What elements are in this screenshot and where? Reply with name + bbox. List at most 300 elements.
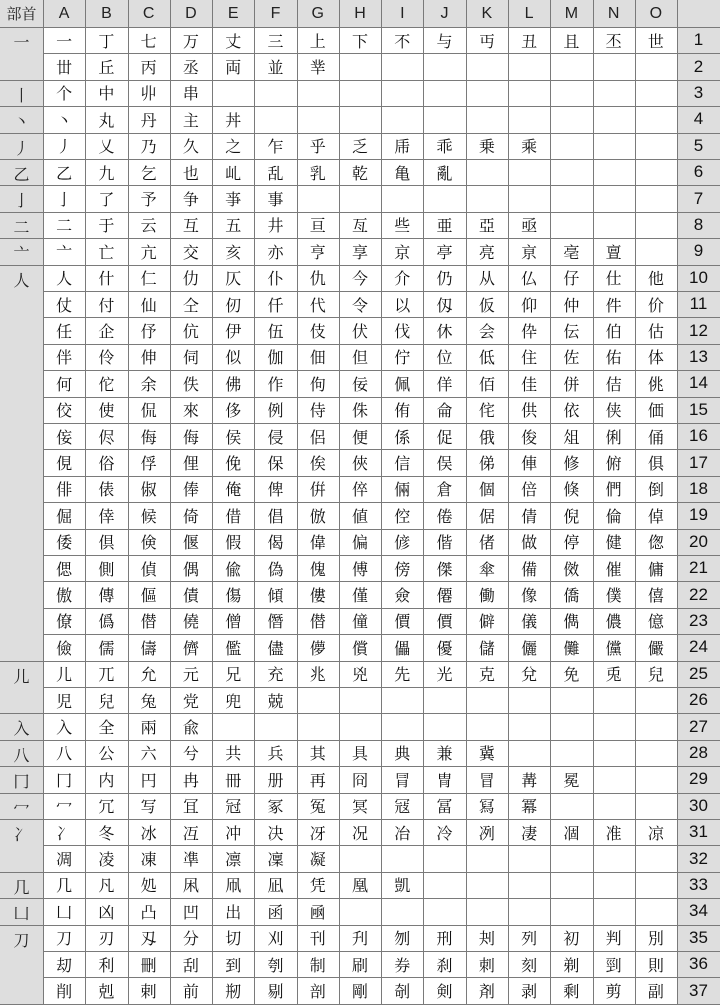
- kanji-cell: 刄: [140, 929, 157, 949]
- kanji-cell: 俶: [140, 480, 157, 500]
- grid-hline: [0, 212, 720, 213]
- kanji-cell: 催: [605, 559, 622, 579]
- kanji-cell: 主: [182, 110, 199, 130]
- kanji-cell: 假: [225, 533, 242, 553]
- kanji-cell: 仝: [182, 295, 199, 315]
- grid-hline: [43, 449, 720, 450]
- kanji-cell: 乎: [309, 137, 326, 157]
- kanji-cell: 伴: [56, 348, 73, 368]
- kanji-cell: 傍: [394, 559, 411, 579]
- kanji-cell: 予: [140, 190, 157, 210]
- radical-cell: 亅: [0, 185, 43, 211]
- kanji-cell: 冲: [225, 823, 242, 843]
- row-number: 9: [677, 238, 720, 264]
- kanji-cell: 依: [563, 401, 580, 421]
- kanji-cell: 下: [352, 31, 369, 51]
- kanji-cell: 偲: [56, 559, 73, 579]
- kanji-cell: 俚: [182, 454, 199, 474]
- radical-cell: 刀: [0, 925, 43, 1004]
- header-rownum-blank: [677, 0, 720, 27]
- kanji-cell: 剄: [605, 955, 622, 975]
- kanji-cell: 俎: [563, 427, 580, 447]
- kanji-cell: 亢: [140, 242, 157, 262]
- kanji-cell: 佰: [478, 374, 495, 394]
- kanji-cell: 仙: [140, 295, 157, 315]
- row-number: 14: [677, 370, 720, 396]
- kanji-cell: 儕: [182, 638, 199, 658]
- kanji-cell: 儡: [394, 638, 411, 658]
- radical-cell: 人: [0, 265, 43, 661]
- grid-hline: [43, 370, 720, 371]
- kanji-cell: 儲: [478, 638, 495, 658]
- kanji-cell: 亅: [56, 190, 73, 210]
- kanji-cell: 伽: [267, 348, 284, 368]
- row-number: 29: [677, 766, 720, 792]
- kanji-cell: 侖: [436, 401, 453, 421]
- kanji-cell: 前: [182, 982, 199, 1002]
- kanji-cell: 健: [605, 533, 622, 553]
- kanji-cell: 且: [563, 31, 580, 51]
- grid-hline: [0, 819, 720, 820]
- kanji-cell: 副: [647, 982, 664, 1002]
- row-number: 17: [677, 449, 720, 475]
- kanji-cell: 亠: [56, 242, 73, 262]
- kanji-cell: 兢: [267, 691, 284, 711]
- kanji-cell: 倨: [478, 506, 495, 526]
- kanji-cell: 伍: [267, 322, 284, 342]
- kanji-cell: 亰: [521, 242, 538, 262]
- kanji-cell: 侠: [605, 401, 622, 421]
- kanji-cell: 僭: [267, 612, 284, 632]
- kanji-cell: 分: [182, 929, 199, 949]
- kanji-cell: 俤: [478, 454, 495, 474]
- kanji-cell: 個: [478, 480, 495, 500]
- kanji-cell: 亡: [98, 242, 115, 262]
- kanji-cell: 凡: [98, 876, 115, 896]
- kanji-cell: 偐: [394, 533, 411, 553]
- kanji-cell: 侵: [267, 427, 284, 447]
- kanji-cell: 剤: [478, 982, 495, 1002]
- kanji-cell: 冰: [140, 823, 157, 843]
- kanji-cell: 其: [309, 744, 326, 764]
- radical-cell: 丶: [0, 106, 43, 132]
- kanji-cell: 優: [436, 638, 453, 658]
- kanji-cell: 七: [140, 31, 157, 51]
- kanji-cell: 亘: [309, 216, 326, 236]
- kanji-cell: 佇: [394, 348, 411, 368]
- grid-hline: [43, 634, 720, 635]
- kanji-cell: 决: [267, 823, 284, 843]
- kanji-cell: 冖: [56, 797, 73, 817]
- kanji-cell: 僮: [352, 612, 369, 632]
- kanji-cell: 先: [394, 665, 411, 685]
- kanji-cell: 乃: [140, 137, 157, 157]
- kanji-cell: 介: [394, 269, 411, 289]
- kanji-cell: 伶: [98, 348, 115, 368]
- radical-cell: 一: [0, 27, 43, 80]
- kanji-cell: 傳: [98, 586, 115, 606]
- row-number: 16: [677, 423, 720, 449]
- grid-hline: [43, 555, 720, 556]
- row-number: 13: [677, 344, 720, 370]
- kanji-cell: 倖: [98, 506, 115, 526]
- kanji-cell: 丵: [309, 58, 326, 78]
- kanji-cell: 伏: [352, 322, 369, 342]
- kanji-cell: 价: [647, 295, 664, 315]
- kanji-cell: 倚: [182, 506, 199, 526]
- radical-cell: 冖: [0, 793, 43, 819]
- kanji-cell: 丞: [182, 58, 199, 78]
- kanji-cell: 俐: [605, 427, 622, 447]
- kanji-cell: 偬: [647, 533, 664, 553]
- kanji-cell: 俺: [225, 480, 242, 500]
- kanji-cell: 僣: [309, 612, 326, 632]
- kanji-cell: 内: [98, 770, 115, 790]
- kanji-cell: 刀: [56, 929, 73, 949]
- header-radical-label: 部首: [0, 0, 43, 27]
- kanji-cell: 儷: [521, 638, 538, 658]
- kanji-cell: 仏: [521, 269, 538, 289]
- row-number: 27: [677, 713, 720, 739]
- kanji-cell: 住: [521, 348, 538, 368]
- kanji-cell: 冗: [98, 797, 115, 817]
- kanji-cell: 但: [352, 348, 369, 368]
- column-header-e: E: [212, 0, 254, 27]
- row-number: 11: [677, 291, 720, 317]
- kanji-cell: 出: [225, 902, 242, 922]
- kanji-cell: 保: [267, 454, 284, 474]
- kanji-cell: 償: [352, 638, 369, 658]
- kanji-cell: 僞: [98, 612, 115, 632]
- grid-hline: [0, 185, 720, 186]
- kanji-cell: 刃: [98, 929, 115, 949]
- kanji-cell: 丼: [225, 110, 242, 130]
- kanji-cell: 偉: [309, 533, 326, 553]
- kanji-cell: 人: [56, 269, 73, 289]
- kanji-cell: 冀: [478, 744, 495, 764]
- kanji-cell: 券: [394, 955, 411, 975]
- kanji-cell: 万: [182, 31, 199, 51]
- grid-hline: [43, 502, 720, 503]
- kanji-cell: 刔: [478, 929, 495, 949]
- kanji-cell: 乘: [521, 137, 538, 157]
- radical-cell: 八: [0, 740, 43, 766]
- kanji-cell: 丁: [98, 31, 115, 51]
- grid-hline: [43, 687, 720, 688]
- kanji-cell: 件: [605, 295, 622, 315]
- kanji-cell: 冉: [182, 770, 199, 790]
- kanji-cell: 債: [182, 586, 199, 606]
- kanji-cell: 侈: [225, 401, 242, 421]
- kanji-cell: 伝: [563, 322, 580, 342]
- kanji-cell: 丈: [225, 31, 242, 51]
- kanji-cell: 兒: [98, 691, 115, 711]
- grid-hline: [0, 80, 720, 81]
- kanji-cell: 信: [394, 454, 411, 474]
- kanji-cell: 倥: [394, 506, 411, 526]
- kanji-cell: 伎: [309, 322, 326, 342]
- kanji-cell: 備: [521, 559, 538, 579]
- kanji-cell: 丱: [140, 84, 157, 104]
- grid-hline: [0, 133, 720, 134]
- kanji-cell: 兼: [436, 744, 453, 764]
- kanji-cell: 僕: [605, 586, 622, 606]
- kanji-cell: 儼: [647, 638, 664, 658]
- kanji-cell: 亶: [605, 242, 622, 262]
- kanji-cell: 乂: [98, 137, 115, 157]
- kanji-cell: 冶: [394, 823, 411, 843]
- kanji-cell: 亟: [521, 216, 538, 236]
- kanji-cell: 佑: [605, 348, 622, 368]
- grid-hline: [43, 344, 720, 345]
- kanji-cell: 亊: [225, 190, 242, 210]
- kanji-cell: 刮: [182, 955, 199, 975]
- kanji-cell: 儘: [267, 638, 284, 658]
- kanji-cell: 世: [647, 31, 664, 51]
- radical-cell: 丨: [0, 80, 43, 106]
- kanji-cell: 儀: [521, 612, 538, 632]
- kanji-cell: 剋: [98, 982, 115, 1002]
- kanji-cell: 余: [140, 374, 157, 394]
- kanji-cell: 乕: [394, 137, 411, 157]
- grid-hline: [0, 740, 720, 741]
- row-number: 1: [677, 27, 720, 53]
- kanji-cell: 俱: [647, 454, 664, 474]
- kanji-cell: 五: [225, 216, 242, 236]
- kanji-cell: 刑: [436, 929, 453, 949]
- kanji-cell: 乍: [267, 137, 284, 157]
- kanji-cell: 典: [394, 744, 411, 764]
- kanji-cell: 像: [521, 586, 538, 606]
- kanji-cell: 些: [394, 216, 411, 236]
- kanji-cell: 亭: [436, 242, 453, 262]
- kanji-cell: 仄: [225, 269, 242, 289]
- kanji-cell: 伉: [182, 322, 199, 342]
- kanji-cell: 仁: [140, 269, 157, 289]
- kanji-cell: 亳: [563, 242, 580, 262]
- kanji-cell: 元: [182, 665, 199, 685]
- kanji-cell: 亀: [394, 163, 411, 183]
- kanji-cell: 冴: [309, 823, 326, 843]
- kanji-cell: 倆: [394, 480, 411, 500]
- kanji-cell: 倫: [605, 506, 622, 526]
- kanji-cell: 三: [267, 31, 284, 51]
- kanji-cell: 修: [563, 454, 580, 474]
- kanji-cell: 儒: [98, 638, 115, 658]
- row-number: 5: [677, 133, 720, 159]
- kanji-cell: 亞: [478, 216, 495, 236]
- grid-hline: [43, 317, 720, 318]
- kanji-cell: 佐: [563, 348, 580, 368]
- kanji-cell: 函: [267, 902, 284, 922]
- kanji-cell: 來: [182, 401, 199, 421]
- kanji-cell: 京: [394, 242, 411, 262]
- column-header-o: O: [635, 0, 677, 27]
- kanji-cell: 刷: [352, 955, 369, 975]
- kanji-cell: 両: [225, 58, 242, 78]
- kanji-cell: 凰: [352, 876, 369, 896]
- kanji-cell: 僧: [225, 612, 242, 632]
- row-number: 3: [677, 80, 720, 106]
- row-number: 31: [677, 819, 720, 845]
- kanji-cell: 値: [352, 506, 369, 526]
- kanji-cell: 刹: [436, 955, 453, 975]
- kanji-cell: 再: [309, 770, 326, 790]
- kanji-cell: 倅: [352, 480, 369, 500]
- kanji-cell: 个: [56, 84, 73, 104]
- kanji-cell: 剞: [394, 982, 411, 1002]
- row-number: 20: [677, 529, 720, 555]
- kanji-cell: 儺: [563, 638, 580, 658]
- kanji-cell: 丑: [521, 31, 538, 51]
- kanji-cell: 仆: [267, 269, 284, 289]
- kanji-cell: 俑: [647, 427, 664, 447]
- kanji-cell: 俊: [521, 427, 538, 447]
- kanji-cell: 價: [394, 612, 411, 632]
- kanji-cell: 仲: [563, 295, 580, 315]
- kanji-cell: 俗: [98, 454, 115, 474]
- kanji-cell: 兀: [98, 665, 115, 685]
- kanji-cell: 兔: [140, 691, 157, 711]
- kanji-cell: 倪: [563, 506, 580, 526]
- radical-cell: 丿: [0, 133, 43, 159]
- kanji-cell: 八: [56, 744, 73, 764]
- kanji-cell: 刺: [478, 955, 495, 975]
- kanji-cell: 代: [309, 295, 326, 315]
- grid-hline: [0, 713, 720, 714]
- kanji-cell: 井: [267, 216, 284, 236]
- grid-hline: [43, 581, 720, 582]
- kanji-cell: 佻: [647, 374, 664, 394]
- kanji-cell: 偖: [478, 533, 495, 553]
- kanji-cell: 以: [394, 295, 411, 315]
- kanji-cell: 侘: [478, 401, 495, 421]
- kanji-cell: 今: [352, 269, 369, 289]
- kanji-cell: 俸: [182, 480, 199, 500]
- kanji-cell: 侍: [309, 401, 326, 421]
- kanji-cell: 侫: [56, 427, 73, 447]
- kanji-cell: 丸: [98, 110, 115, 130]
- kanji-cell: 令: [352, 295, 369, 315]
- kanji-cell: 倉: [436, 480, 453, 500]
- kanji-cell: 亦: [267, 242, 284, 262]
- kanji-cell: 傘: [478, 559, 495, 579]
- kanji-cell: 偏: [352, 533, 369, 553]
- kanji-cell: 凵: [56, 902, 73, 922]
- kanji-cell: 制: [309, 955, 326, 975]
- row-number: 12: [677, 317, 720, 343]
- kanji-cell: 傭: [647, 559, 664, 579]
- grid-hline: [0, 159, 720, 160]
- kanji-cell: 儁: [563, 612, 580, 632]
- kanji-cell: 倭: [56, 533, 73, 553]
- kanji-cell: 冢: [267, 797, 284, 817]
- kanji-cell: 使: [98, 401, 115, 421]
- column-header-c: C: [128, 0, 170, 27]
- kanji-cell: 僥: [182, 612, 199, 632]
- kanji-cell: 于: [98, 216, 115, 236]
- kanji-cell: 儚: [309, 638, 326, 658]
- row-number: 35: [677, 925, 720, 951]
- row-number: 8: [677, 212, 720, 238]
- kanji-cell: 乳: [309, 163, 326, 183]
- column-header-k: K: [466, 0, 508, 27]
- kanji-cell: 兮: [182, 744, 199, 764]
- kanji-cell: 刪: [140, 955, 157, 975]
- kanji-cell: 享: [352, 242, 369, 262]
- kanji-cell: 会: [478, 322, 495, 342]
- kanji-cell: 俘: [140, 454, 157, 474]
- kanji-cell: 偃: [182, 533, 199, 553]
- kanji-cell: 儻: [605, 638, 622, 658]
- kanji-cell: 俛: [225, 454, 242, 474]
- column-header-j: J: [423, 0, 465, 27]
- kanji-cell: 乖: [436, 137, 453, 157]
- kanji-cell: 亙: [352, 216, 369, 236]
- kanji-cell: 六: [140, 744, 157, 764]
- row-number: 37: [677, 977, 720, 1003]
- kanji-cell: 仮: [478, 295, 495, 315]
- kanji-cell: 凝: [309, 850, 326, 870]
- kanji-cell: 冓: [521, 770, 538, 790]
- kanji-cell: 儉: [56, 638, 73, 658]
- kanji-cell: 冒: [478, 770, 495, 790]
- kanji-cell: 僅: [352, 586, 369, 606]
- kanji-cell: 倦: [436, 506, 453, 526]
- radical-cell: 儿: [0, 661, 43, 714]
- kanji-cell: 停: [563, 533, 580, 553]
- kanji-cell: 倍: [521, 480, 538, 500]
- kanji-cell: 丙: [140, 58, 157, 78]
- kanji-cell: 剃: [563, 955, 580, 975]
- kanji-cell: 刈: [267, 929, 284, 949]
- kanji-cell: 与: [436, 31, 453, 51]
- kanji-cell: 交: [182, 242, 199, 262]
- kanji-cell: 俥: [521, 454, 538, 474]
- radical-cell: 冫: [0, 819, 43, 872]
- kanji-cell: 伃: [140, 322, 157, 342]
- kanji-cell: 冝: [182, 797, 199, 817]
- kanji-cell: 側: [98, 559, 115, 579]
- kanji-cell: 乢: [225, 163, 242, 183]
- grid-hline: [0, 106, 720, 107]
- kanji-cell: 併: [563, 374, 580, 394]
- kanji-cell: 刧: [56, 955, 73, 975]
- kanji-cell: 冦: [394, 797, 411, 817]
- kanji-cell: 乞: [140, 163, 157, 183]
- kanji-cell: 侶: [309, 427, 326, 447]
- kanji-cell: 仂: [182, 269, 199, 289]
- kanji-cell: 侯: [225, 427, 242, 447]
- radical-cell: 冂: [0, 766, 43, 792]
- kanji-cell: 佯: [436, 374, 453, 394]
- kanji-cell: 兒: [647, 665, 664, 685]
- row-number: 2: [677, 53, 720, 79]
- kanji-cell: 中: [98, 84, 115, 104]
- row-number: 24: [677, 634, 720, 660]
- kanji-cell: 凾: [309, 902, 326, 922]
- kanji-cell: 丿: [56, 137, 73, 157]
- kanji-cell: 凉: [647, 823, 664, 843]
- grid-hline: [43, 951, 720, 952]
- grid-hline: [43, 977, 720, 978]
- kanji-cell: 凅: [563, 823, 580, 843]
- kanji-cell: 促: [436, 427, 453, 447]
- kanji-cell: 億: [647, 612, 664, 632]
- kanji-cell: 剔: [267, 982, 284, 1002]
- row-number: 36: [677, 951, 720, 977]
- kanji-cell: 刻: [521, 955, 538, 975]
